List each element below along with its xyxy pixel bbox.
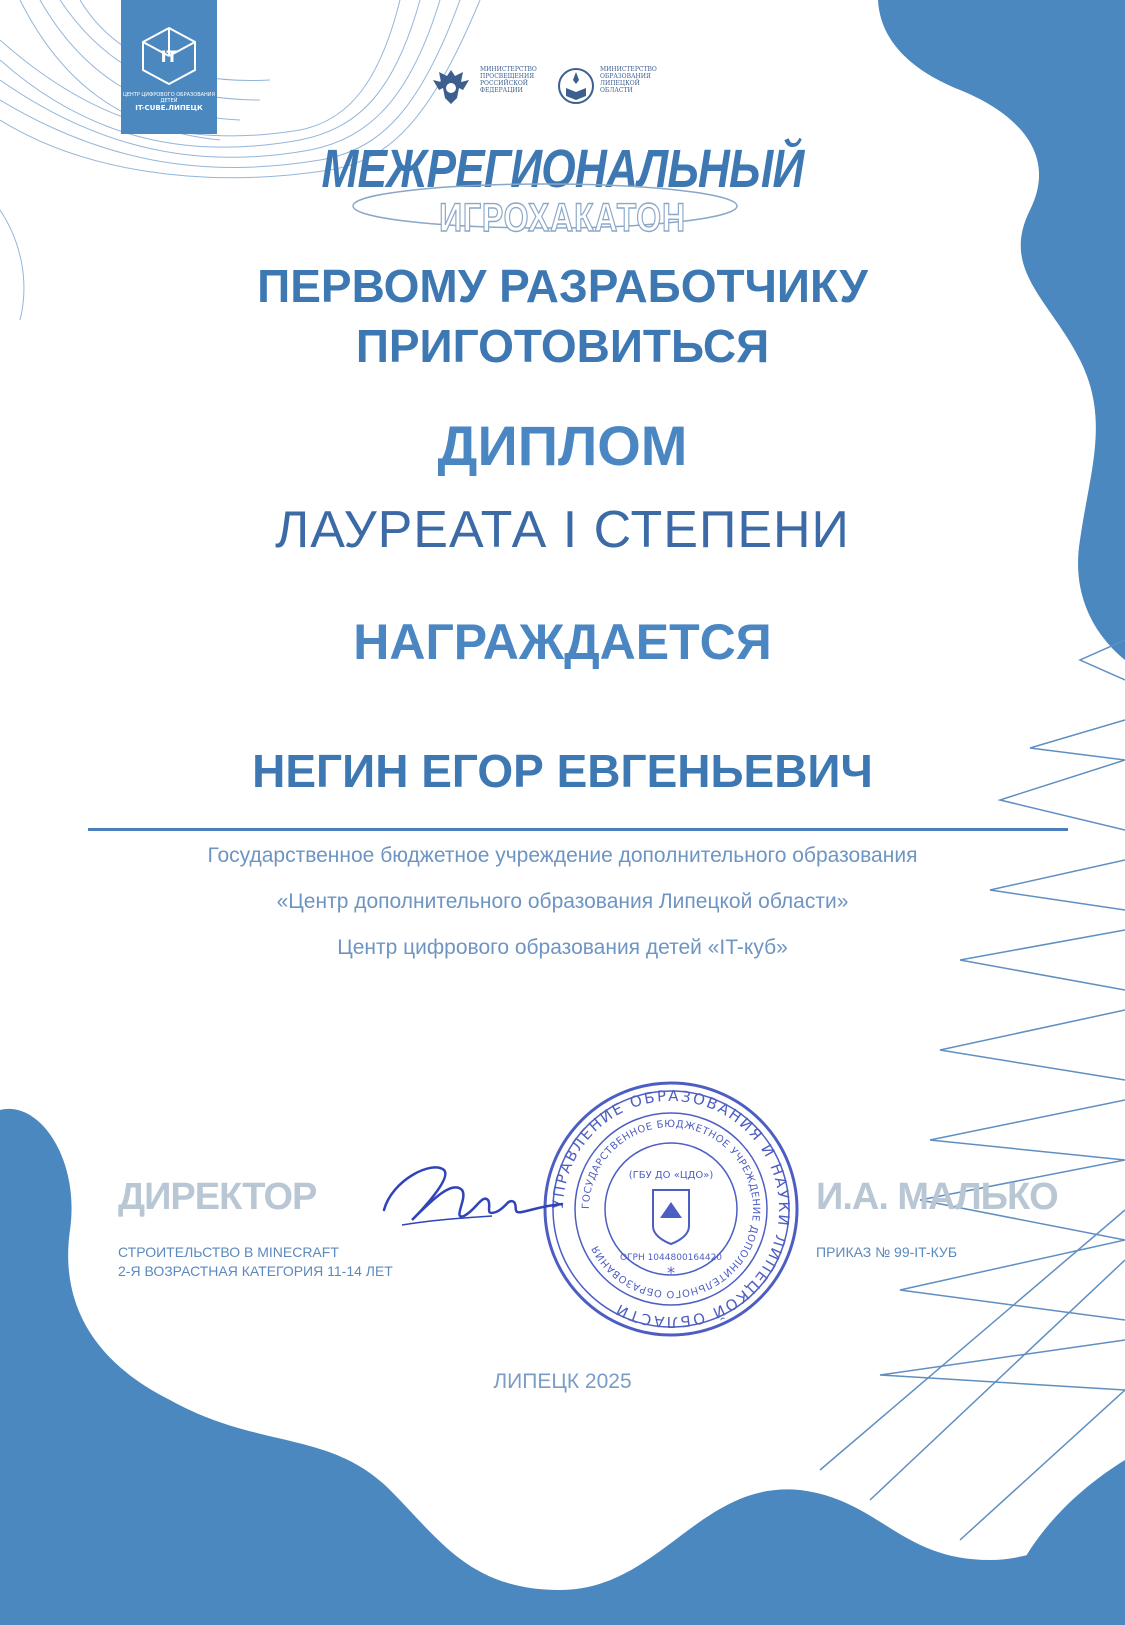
organization-line-2: «Центр дополнительного образования Липецкой области» bbox=[276, 890, 849, 913]
organization-line-1: Государственное бюджетное учреждение дополнительного образования bbox=[207, 844, 918, 867]
game-title-line-1: ПЕРВОМУ РАЗРАБОТЧИКУ bbox=[257, 260, 868, 312]
stamp-outer-text: УПРАВЛЕНИЕ ОБРАЗОВАНИЯ И НАУКИ ЛИПЕЦКОЙ ОБЛАСТИ bbox=[548, 1086, 794, 1332]
eagle-emblem-icon bbox=[425, 64, 477, 108]
nomination: СТРОИТЕЛЬСТВО В MINECRAFT bbox=[118, 1244, 339, 1260]
age-category: 2-Я ВОЗРАСТНАЯ КАТЕГОРИЯ 11-14 ЛЕТ bbox=[118, 1263, 393, 1279]
stamp-short-name: (ГБУ ДО «ЦДО») bbox=[628, 1170, 714, 1181]
official-stamp bbox=[540, 1078, 802, 1340]
event-subtitle: ИГРОХАКАТОН bbox=[439, 196, 686, 240]
city-year: ЛИПЕЦК 2025 bbox=[493, 1370, 632, 1393]
book-emblem-icon bbox=[556, 66, 596, 106]
bottom-right-corner-shape bbox=[1000, 1460, 1125, 1625]
diploma-degree: ЛАУРЕАТА I СТЕПЕНИ bbox=[275, 501, 850, 559]
stamp-ogrn: ОГРН 1044800164420 bbox=[619, 1253, 723, 1263]
recipient-name: НЕГИН ЕГОР ЕВГЕНЬЕВИЧ bbox=[252, 745, 873, 797]
signatory-name: И.А. МАЛЬКО bbox=[816, 1176, 1058, 1218]
stamp-inner-text: ГОСУДАРСТВЕННОЕ БЮДЖЕТНОЕ УЧРЕЖДЕНИЕ ДОПОЛНИТЕЛЬНОГО ОБРАЗОВАНИЯ bbox=[580, 1118, 762, 1300]
ministry-federal-name: МИНИСТЕРСТВО ПРОСВЕЩЕНИЯ РОССИЙСКОЙ ФЕДЕРАЦИИ bbox=[480, 66, 537, 94]
organization-line-3: Центр цифрового образования детей «IT-куб» bbox=[337, 936, 788, 959]
order-number: ПРИКАЗ № 99-IT-КУБ bbox=[816, 1244, 958, 1260]
ministry-regional-name: МИНИСТЕРСТВО ОБРАЗОВАНИЯ ЛИПЕЦКОЙ ОБЛАСТИ bbox=[600, 66, 657, 94]
svg-text:IT: IT bbox=[160, 47, 178, 66]
it-cube-caption: ЦЕНТР ЦИФРОВОГО ОБРАЗОВАНИЯ ДЕТЕЙ bbox=[122, 92, 216, 104]
svg-text:*: * bbox=[667, 1263, 675, 1282]
name-underline bbox=[88, 828, 1068, 831]
diploma-title: ДИПЛОМ bbox=[437, 414, 688, 477]
it-cube-logo-icon bbox=[121, 0, 217, 100]
event-title: МЕЖРЕГИОНАЛЬНЫЙ bbox=[321, 139, 804, 199]
it-cube-brand: IT-CUBE.ЛИПЕЦК bbox=[135, 104, 203, 112]
signature-position: ДИРЕКТОР bbox=[118, 1176, 317, 1218]
it-cube-logo bbox=[121, 0, 217, 134]
game-title-line-2: ПРИГОТОВИТЬСЯ bbox=[355, 320, 770, 372]
awarded-label: НАГРАЖДАЕТСЯ bbox=[353, 614, 772, 670]
